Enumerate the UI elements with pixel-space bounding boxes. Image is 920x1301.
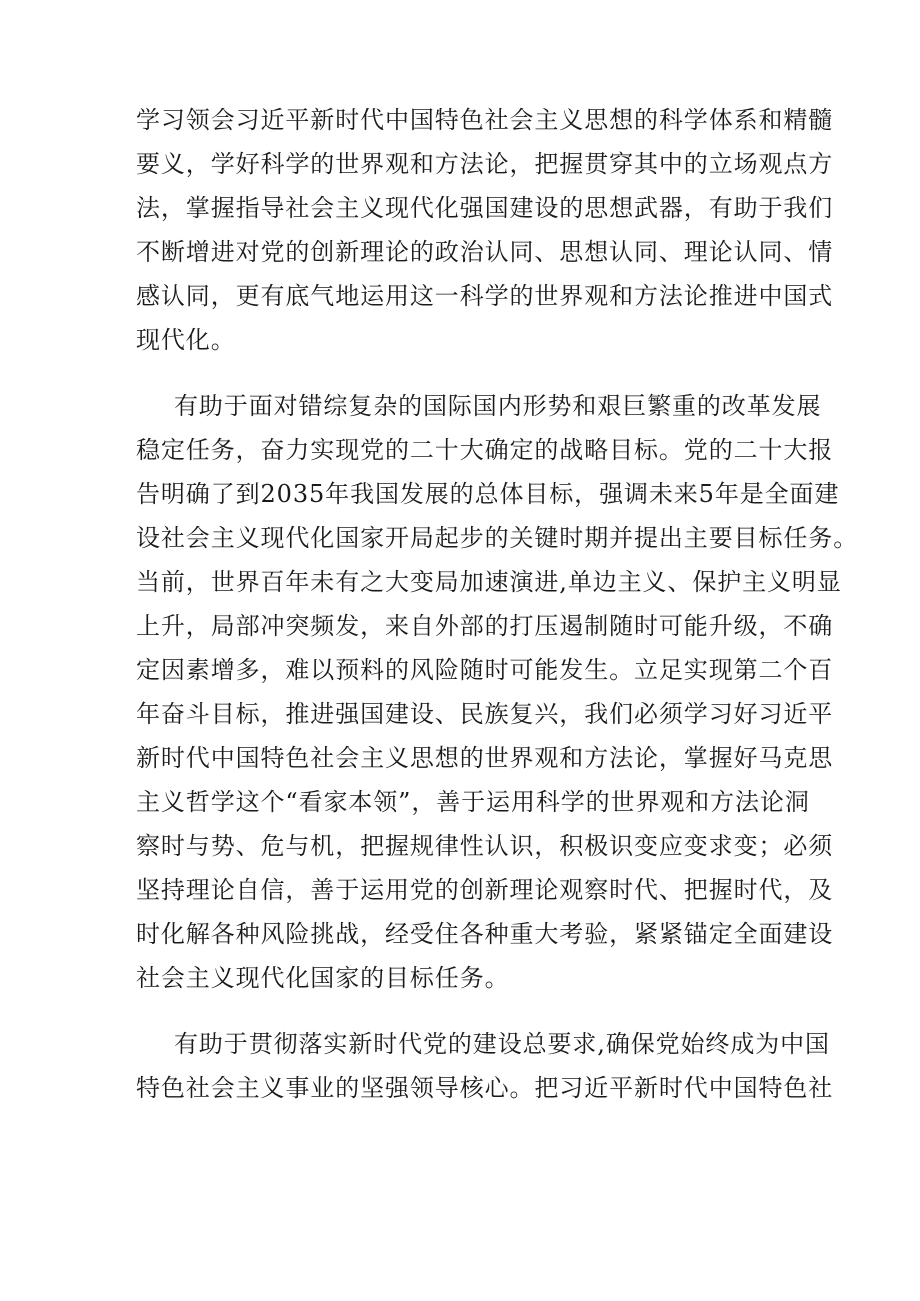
- text-line: 有助于贯彻落实新时代党的建设总要求,确保党始终成为中国: [174, 1030, 830, 1058]
- text-line: 新时代中国特色社会主义思想的世界观和方法论，掌握好马克思: [136, 744, 834, 772]
- paragraph-2: [136, 384, 859, 1000]
- text-line: 特色社会主义事业的坚强领导核心。把习近平新时代中国特色社: [136, 1074, 834, 1102]
- text-line: 当前，世界百年未有之大变局加速演进,单边主义、保护主义明显: [136, 568, 842, 596]
- text-line: 设社会主义现代化国家开局起步的关键时期并提出主要目标任务。: [136, 524, 859, 552]
- text-line: 定因素增多，难以预料的风险随时可能发生。立足实现第二个百: [136, 656, 834, 684]
- text-line: 学习领会习近平新时代中国特色社会主义思想的科学体系和精髓: [136, 106, 834, 134]
- text-line: 稳定任务，奋力实现党的二十大确定的战略目标。党的二十大报: [136, 436, 834, 464]
- text-line: 现代化。: [136, 326, 236, 354]
- text-line: 要义，学好科学的世界观和方法论，把握贯穿其中的立场观点方: [136, 150, 834, 178]
- text-line: 告明确了到2035年我国发展的总体目标，强调未来5年是全面建: [136, 480, 840, 508]
- text-line: 坚持理论自信，善于运用党的创新理论观察时代、把握时代，及: [136, 876, 834, 904]
- paragraph-1: [136, 98, 834, 362]
- text-line: 主义哲学这个“看家本领”，善于运用科学的世界观和方法论洞: [136, 788, 810, 816]
- text-line: 时化解各种风险挑战，经受住各种重大考验，紧紧锚定全面建设: [136, 920, 834, 948]
- text-line: 法，掌握指导社会主义现代化强国建设的思想武器，有助于我们: [136, 194, 834, 222]
- text-line: 不断增进对党的创新理论的政治认同、思想认同、理论认同、情: [136, 238, 834, 266]
- text-line: 上升，局部冲突频发，来自外部的打压遏制随时可能升级，不确: [136, 612, 834, 640]
- body-text: [136, 98, 859, 1132]
- text-line: 感认同，更有底气地运用这一科学的世界观和方法论推进中国式: [136, 282, 834, 310]
- text-line: 有助于面对错综复杂的国际国内形势和艰巨繁重的改革发展: [174, 392, 822, 420]
- text-line: 察时与势、危与机，把握规律性认识，积极识变应变求变；必须: [136, 832, 834, 860]
- text-line: 年奋斗目标，推进强国建设、民族复兴，我们必须学习好习近平: [136, 700, 834, 728]
- text-line: 社会主义现代化国家的目标任务。: [136, 964, 510, 992]
- paragraph-3: [136, 1022, 834, 1110]
